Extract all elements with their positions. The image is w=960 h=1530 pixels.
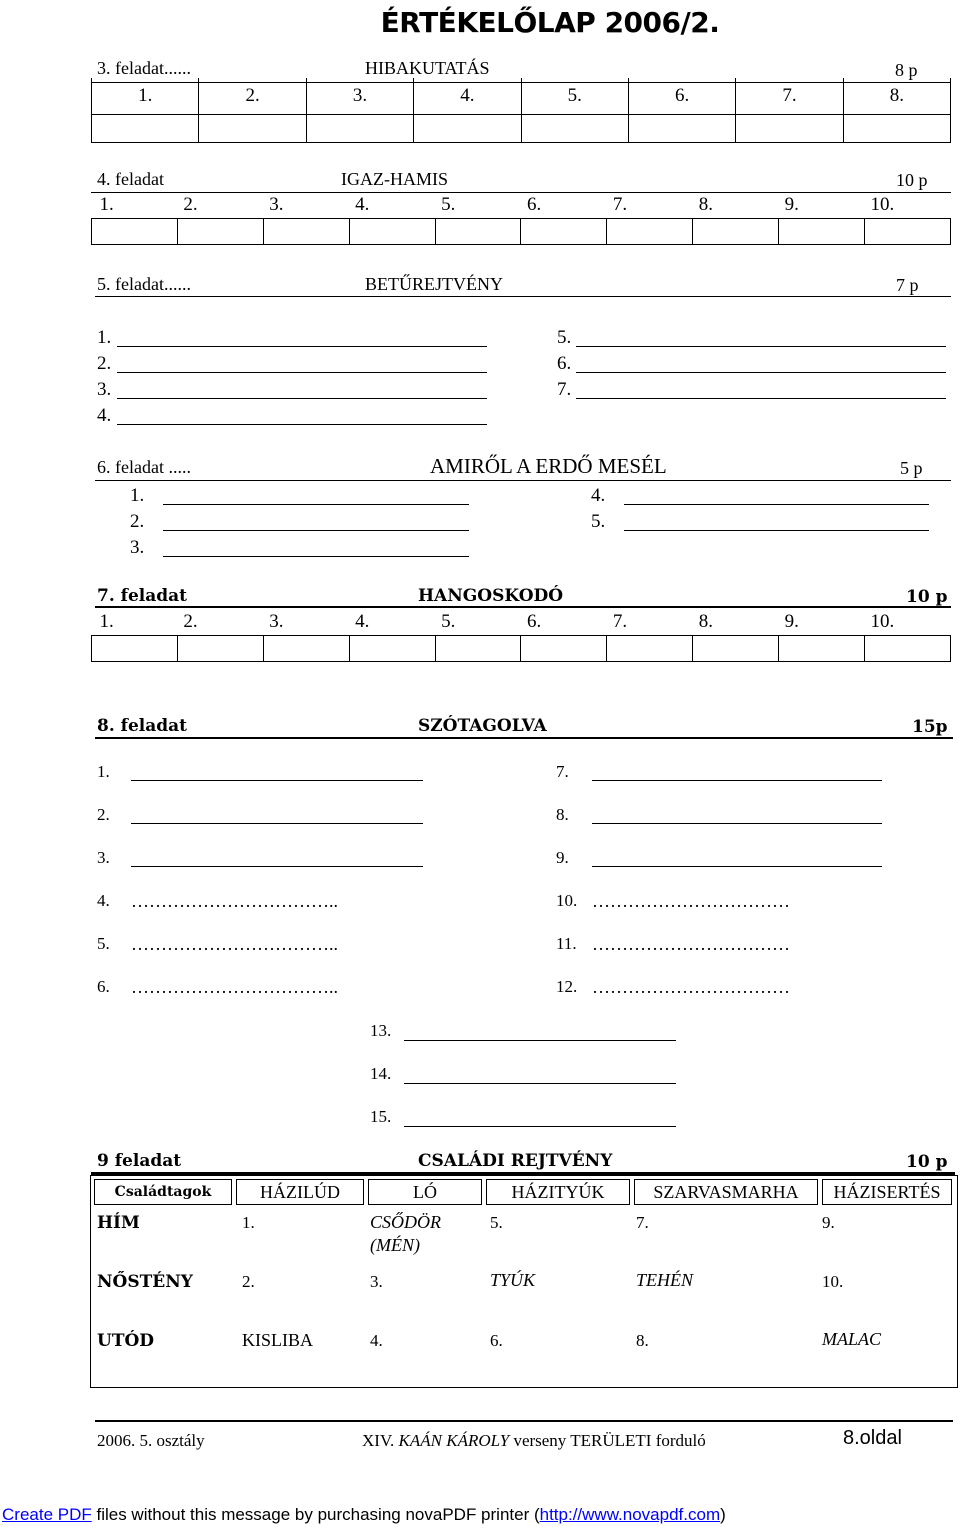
answer-cell[interactable] xyxy=(693,635,779,661)
banner-text-end: ) xyxy=(720,1505,726,1524)
answer-cell[interactable] xyxy=(349,218,435,244)
task5-name: BETŰREJTVÉNY xyxy=(365,274,503,294)
footer-name: KAÁN KÁROLY xyxy=(398,1431,510,1450)
task6-label: 6. feladat ..... xyxy=(97,457,191,477)
item-number: 10. xyxy=(556,891,578,910)
item-number: 2. xyxy=(130,511,145,532)
family-cell: 3. xyxy=(370,1272,383,1291)
item-number: 2. xyxy=(97,805,110,824)
answer-cell[interactable] xyxy=(414,114,521,142)
family-cell: TEHÉN xyxy=(636,1270,694,1290)
grid-number: 7. xyxy=(612,610,628,632)
item-number: 5. xyxy=(557,327,572,348)
answer-cell[interactable] xyxy=(92,218,178,244)
task4-points: 10 p xyxy=(896,170,928,190)
family-header: SZARVASMARHA xyxy=(634,1179,818,1205)
item-number: 1. xyxy=(97,762,110,781)
grid-number: 3. xyxy=(306,78,413,114)
item-number: 6. xyxy=(557,353,572,374)
grid-number: 6. xyxy=(526,610,542,632)
task4-name: IGAZ-HAMIS xyxy=(341,169,448,189)
family-row-label: NŐSTÉNY xyxy=(97,1272,193,1292)
grid-number: 5. xyxy=(521,78,628,114)
footer-class: 2006. 5. osztály xyxy=(97,1431,205,1450)
item-number: 14. xyxy=(370,1064,392,1083)
answer-cell[interactable] xyxy=(435,218,521,244)
item-number: 1. xyxy=(130,485,145,506)
grid-number: 7. xyxy=(612,193,628,215)
grid-number: 10. xyxy=(870,193,895,215)
item-number: 3. xyxy=(130,537,145,558)
grid-number: 1. xyxy=(99,610,114,632)
answer-cell[interactable] xyxy=(607,218,693,244)
answer-cell[interactable] xyxy=(199,114,306,142)
task4-label: 4. feladat xyxy=(97,169,164,189)
family-cell: KISLIBA xyxy=(242,1330,313,1350)
task6-name: AMIRŐL A ERDŐ MESÉL xyxy=(430,454,667,478)
answer-cell[interactable] xyxy=(177,218,263,244)
answer-cell[interactable] xyxy=(521,114,628,142)
family-cell: 2. xyxy=(242,1272,255,1291)
grid-number: 1. xyxy=(92,78,199,114)
item-number: 4. xyxy=(591,485,606,506)
item-number: 5. xyxy=(97,934,110,953)
answer-cell[interactable] xyxy=(693,218,779,244)
family-header: HÁZISERTÉS xyxy=(822,1179,952,1205)
task3-label: 3. feladat...... xyxy=(97,58,191,78)
task7-points: 10 p xyxy=(906,587,948,607)
answer-cell[interactable] xyxy=(92,114,199,142)
grid-number: 9. xyxy=(784,193,799,215)
item-number: 3. xyxy=(97,379,112,400)
answer-cell[interactable] xyxy=(349,635,435,661)
family-cell: TYÚK xyxy=(490,1270,536,1290)
family-cell: 10. xyxy=(822,1272,844,1291)
grid-number: 7. xyxy=(736,78,843,114)
family-header: HÁZILÚD xyxy=(236,1179,364,1205)
answer-cell[interactable] xyxy=(263,635,349,661)
task8-label: 8. feladat xyxy=(97,716,188,736)
task5-points: 7 p xyxy=(896,275,919,295)
item-number: 2. xyxy=(97,353,112,374)
dotted-answer: …………………………….. xyxy=(131,977,338,997)
item-number: 13. xyxy=(370,1021,392,1040)
family-row-label: HÍM xyxy=(97,1213,140,1233)
grid-number: 2. xyxy=(199,78,306,114)
task4-grid xyxy=(91,192,951,245)
dotted-answer: …………………………… xyxy=(592,891,790,911)
banner-text: files without this message by purchasing novaPDF printer ( xyxy=(91,1505,540,1524)
answer-cell[interactable] xyxy=(843,114,950,142)
family-header: Családtagok xyxy=(94,1179,232,1205)
answer-cell[interactable] xyxy=(779,635,865,661)
grid-number: 2. xyxy=(183,610,198,632)
task7-name: HANGOSKODÓ xyxy=(418,586,564,606)
grid-number: 8. xyxy=(698,193,713,215)
grid-number: 4. xyxy=(355,610,370,632)
create-pdf-link[interactable]: Create PDF xyxy=(2,1505,92,1524)
task9-name: CSALÁDI REJTVÉNY xyxy=(418,1151,613,1171)
family-row-label: UTÓD xyxy=(97,1331,155,1351)
footer-suffix: verseny TERÜLETI forduló xyxy=(513,1431,706,1450)
grid-number: 3. xyxy=(269,610,284,632)
item-number: 7. xyxy=(557,379,572,400)
item-number: 6. xyxy=(97,977,110,996)
grid-number: 8. xyxy=(698,610,713,632)
answer-cell[interactable] xyxy=(865,635,951,661)
answer-cell[interactable] xyxy=(779,218,865,244)
grid-number: 3. xyxy=(269,193,284,215)
answer-cell[interactable] xyxy=(865,218,951,244)
answer-cell[interactable] xyxy=(607,635,693,661)
answer-cell[interactable] xyxy=(263,218,349,244)
family-cell: 1. xyxy=(242,1213,255,1232)
answer-cell[interactable] xyxy=(628,114,735,142)
family-header: HÁZITYÚK xyxy=(486,1179,630,1205)
answer-cell[interactable] xyxy=(521,218,607,244)
novapdf-link[interactable]: http://www.novapdf.com xyxy=(539,1505,721,1524)
task8-points: 15p xyxy=(912,717,948,737)
dotted-answer: …………………………… xyxy=(592,977,790,997)
item-number: 15. xyxy=(370,1107,392,1126)
answer-cell[interactable] xyxy=(306,114,413,142)
grid-number: 6. xyxy=(526,193,542,215)
answer-cell[interactable] xyxy=(736,114,843,142)
item-number: 3. xyxy=(97,848,110,867)
family-header: LÓ xyxy=(368,1179,482,1205)
item-number: 4. xyxy=(97,891,110,910)
task7-label: 7. feladat xyxy=(97,586,188,606)
task7-grid xyxy=(91,609,951,662)
grid-number: 6. xyxy=(628,78,735,114)
grid-number: 5. xyxy=(441,610,456,632)
dotted-answer: …………………………….. xyxy=(131,934,338,954)
family-cell: 7. xyxy=(636,1213,649,1232)
family-cell: 8. xyxy=(636,1331,649,1350)
grid-number: 10. xyxy=(870,610,895,632)
grid-number: 8. xyxy=(843,78,950,114)
family-cell: CSŐDÖR (MÉN) xyxy=(370,1212,441,1255)
task5-label: 5. feladat...... xyxy=(97,274,191,294)
page-title: ÉRTÉKELŐLAP 2006/2. xyxy=(380,6,720,39)
grid-number: 4. xyxy=(355,193,370,215)
answer-cell[interactable] xyxy=(92,635,178,661)
item-number: 11. xyxy=(556,934,577,953)
task9-label: 9 feladat xyxy=(97,1151,182,1171)
grid-number: 4. xyxy=(414,78,521,114)
item-number: 7. xyxy=(556,762,569,781)
family-cell: 9. xyxy=(822,1213,835,1232)
dotted-answer: …………………………… xyxy=(592,934,790,954)
family-cell: MALAC xyxy=(822,1329,882,1349)
footer-prefix: XIV. xyxy=(362,1431,395,1450)
task3-points: 8 p xyxy=(895,60,918,80)
dotted-answer: …………………………….. xyxy=(131,891,338,911)
task8-name: SZÓTAGOLVA xyxy=(418,716,547,736)
item-number: 5. xyxy=(591,511,606,532)
novapdf-banner xyxy=(2,1505,726,1525)
task6-points: 5 p xyxy=(900,458,923,478)
item-number: 1. xyxy=(97,327,112,348)
family-cell: 4. xyxy=(370,1331,383,1350)
item-number: 8. xyxy=(556,805,569,824)
grid-number: 9. xyxy=(784,610,799,632)
family-cell: 6. xyxy=(490,1331,503,1350)
grid-number: 1. xyxy=(99,193,114,215)
task9-points: 10 p xyxy=(906,1152,948,1172)
answer-cell[interactable] xyxy=(521,635,607,661)
item-number: 4. xyxy=(97,405,112,426)
family-cell: 5. xyxy=(490,1213,503,1232)
item-number: 12. xyxy=(556,977,578,996)
answer-cell[interactable] xyxy=(435,635,521,661)
item-number: 9. xyxy=(556,848,569,867)
grid-number: 2. xyxy=(183,193,198,215)
task3-grid xyxy=(91,78,951,143)
answer-cell[interactable] xyxy=(177,635,263,661)
task3-name: HIBAKUTATÁS xyxy=(365,58,490,78)
grid-number: 5. xyxy=(441,193,456,215)
footer-competition xyxy=(362,1431,706,1451)
page-number: 8.oldal xyxy=(843,1427,902,1449)
